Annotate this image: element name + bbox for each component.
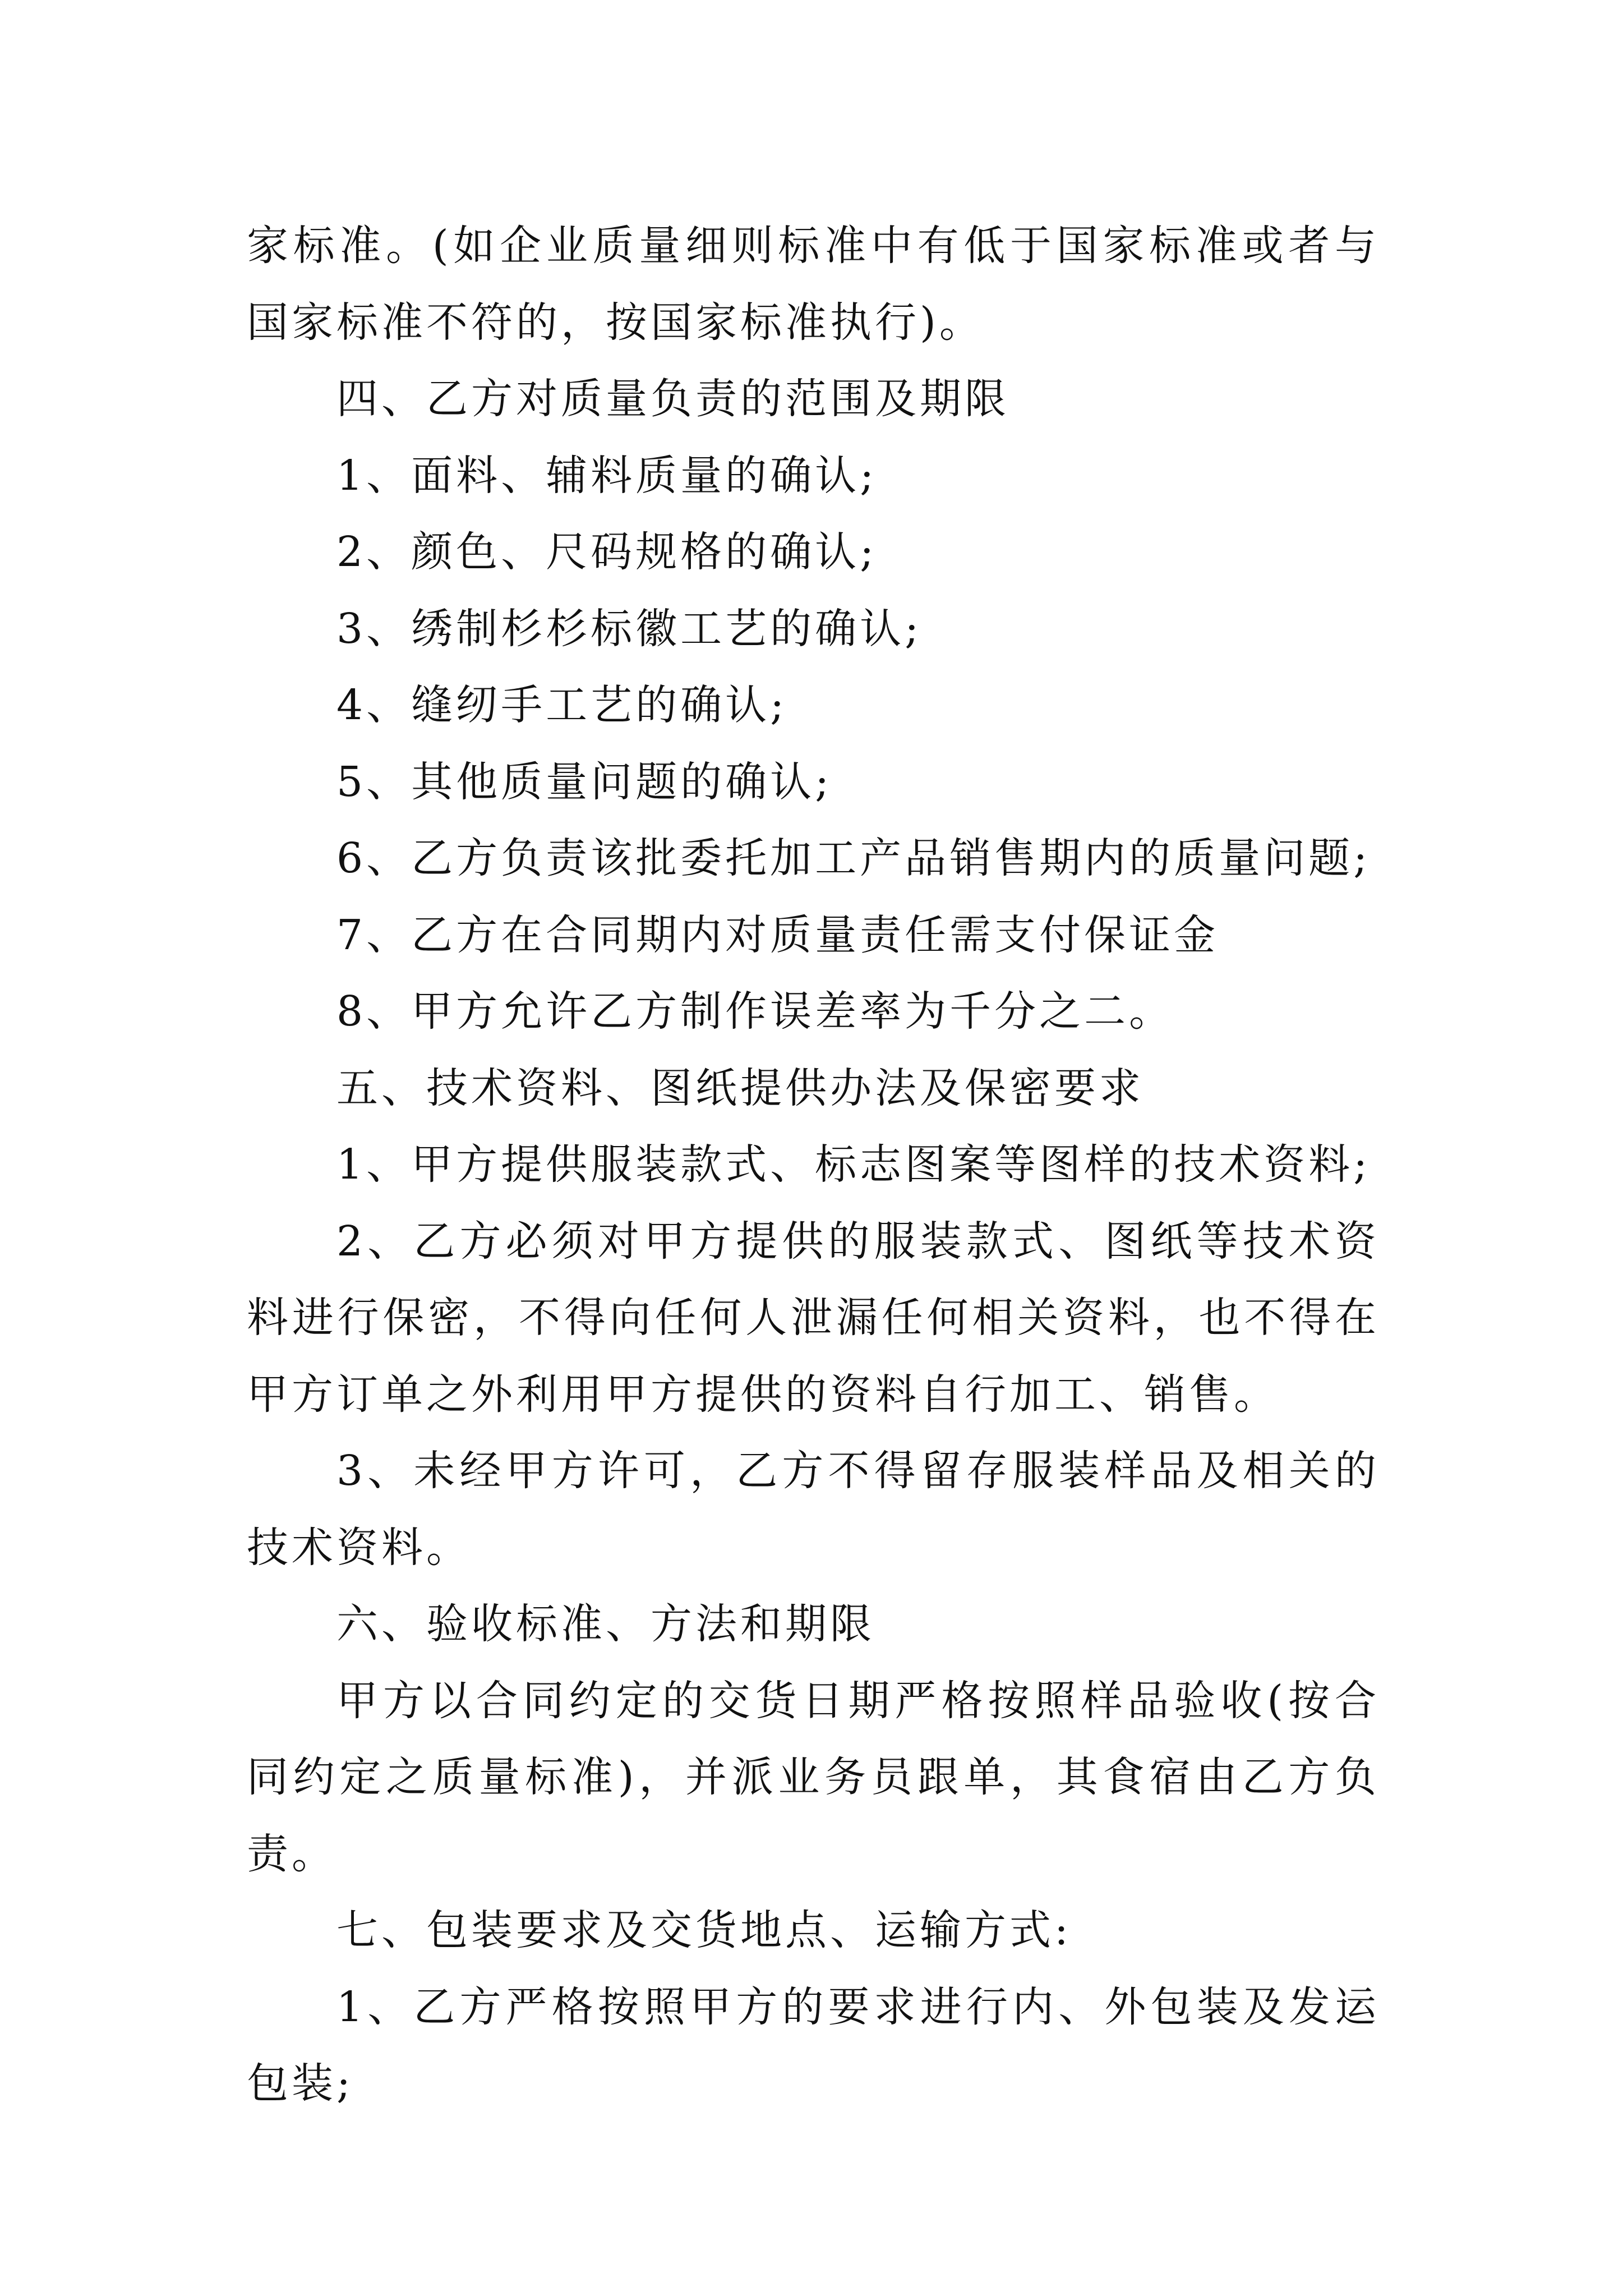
list-item-fabric-quality: 1、面料、辅料质量的确认; — [336, 451, 878, 500]
list-item-other-quality: 5、其他质量问题的确认; — [336, 757, 833, 806]
list-item-error-rate: 8、甲方允许乙方制作误差率为千分之二。 — [336, 987, 1174, 1036]
section-heading-packaging-delivery: 七、包装要求及交货地点、运输方式: — [336, 1906, 1072, 1954]
list-item-color-size: 2、颜色、尺码规格的确认; — [336, 528, 878, 576]
list-item-sewing: 4、缝纫手工艺的确认; — [336, 681, 788, 729]
list-item-deposit: 7、乙方在合同期内对质量责任需支付保证金 — [336, 910, 1219, 959]
list-item-technical-data-provided: 1、甲方提供服装款式、标志图案等图样的技术资料; — [336, 1140, 1371, 1189]
paragraph-national-standard-continued: 家标准。(如企业质量细则标准中有低于国家标准或者与国家标准不符的，按国家标准执行)。 — [247, 222, 1380, 347]
document-body — [247, 208, 1380, 2122]
section-heading-quality-scope: 四、乙方对质量负责的范围及期限 — [336, 375, 1009, 423]
section-heading-technical-data: 五、技术资料、图纸提供办法及保密要求 — [336, 1064, 1144, 1112]
list-item-embroidery: 3、绣制杉杉标徽工艺的确认; — [336, 604, 923, 653]
list-item-sales-period-quality: 6、乙方负责该批委托加工产品销售期内的质量问题; — [336, 834, 1371, 882]
list-item-no-retention: 3、未经甲方许可，乙方不得留存服装样品及相关的技术资料。 — [247, 1447, 1380, 1572]
paragraph-acceptance-method: 甲方以合同约定的交货日期严格按照样品验收(按合同约定之质量标准)，并派业务员跟单，其食宿由乙方负责。 — [247, 1676, 1380, 1878]
section-heading-acceptance: 六、验收标准、方法和期限 — [336, 1600, 875, 1648]
list-item-confidentiality: 2、乙方必须对甲方提供的服装款式、图纸等技术资料进行保密，不得向任何人泄漏任何相关资料，也不得在甲方订单之外利用甲方提供的资料自行加工、销售。 — [247, 1217, 1380, 1419]
list-item-packaging: 1、乙方严格按照甲方的要求进行内、外包装及发运包装; — [247, 1982, 1380, 2108]
